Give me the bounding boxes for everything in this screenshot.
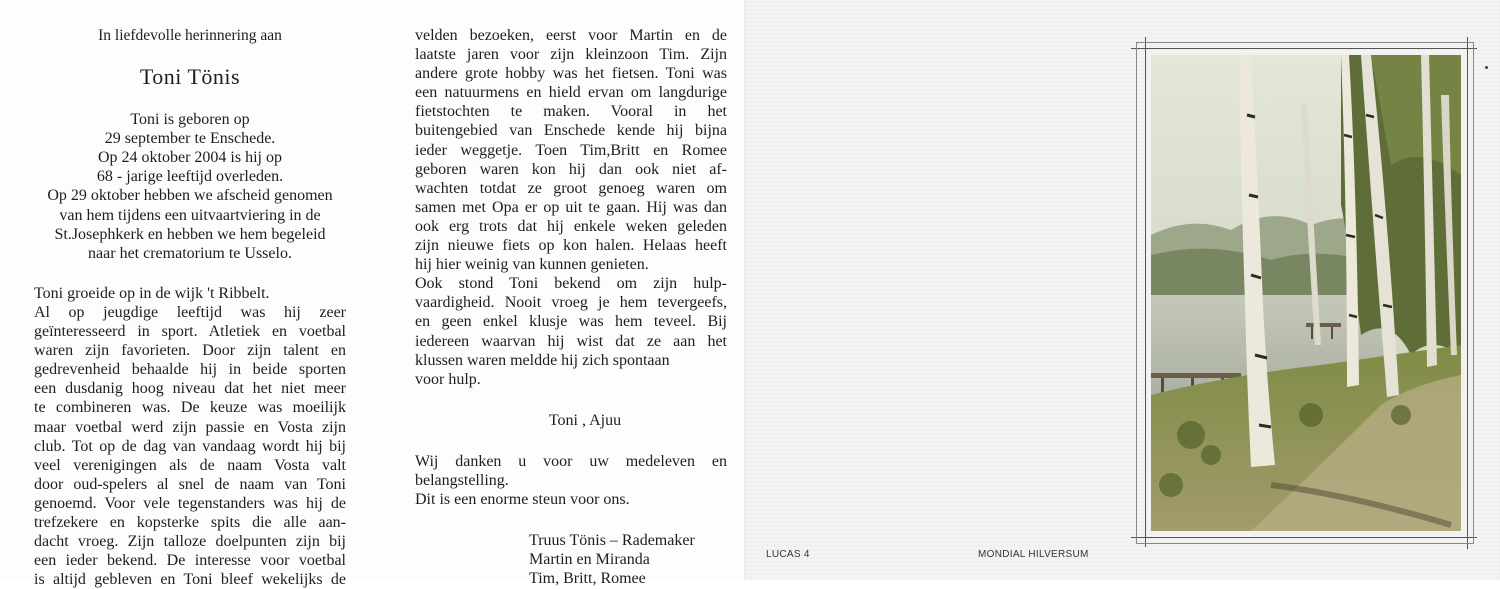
column1-lines-line: genoemd. Voor vele tegenstanders was hij de — [34, 494, 346, 512]
column1-lines-line: Toni groeide op in de wijk 't Ribbelt. — [34, 284, 270, 302]
column2-lines-line: klussen waren meldde hij zich spontaan — [415, 351, 670, 369]
column2-lines-line: en geen enkel klusje was hem teveel. Bij — [415, 313, 727, 331]
intro-lines-line: Op 24 oktober 2004 is hij op — [98, 149, 282, 167]
column2-lines-line: Ook stond Toni bekend om zijn hulp- — [415, 275, 727, 293]
inner-text-panel — [0, 0, 745, 589]
column2-lines-line: wachten totdat ze groot genoeg waren om — [415, 179, 727, 197]
intro-block — [34, 110, 346, 263]
column2-lines-line: zijn nieuwe fiets op kon halen. Helaas heeft — [415, 237, 727, 255]
intro-lines-line: Op 29 oktober hebben we afscheid genomen — [47, 187, 333, 205]
column2-lines-line: voor hulp. — [415, 370, 481, 388]
biography-part-2 — [415, 26, 727, 389]
column2-lines-line: geboren waren kon hij dan ook niet af- — [415, 160, 727, 178]
birch-trees-by-lake-photo — [1151, 55, 1461, 531]
thanks-lines-line: Wij danken u voor uw medeleven en — [415, 452, 727, 470]
family-lines-line: Truus Tönis – Rademaker — [529, 532, 695, 550]
text-column-2 — [415, 26, 727, 588]
column1-lines-line: waren zijn favorieten. Door zijn talent en — [34, 342, 346, 360]
column1-lines-line: trefzekere en kopsterke spits die alle aan- — [34, 513, 346, 531]
thanks-lines-line: belangstelling. — [415, 471, 509, 489]
corner-mark — [1485, 66, 1488, 69]
column1-lines-line: is altijd gebleven en Toni bleef wekelijks de — [34, 571, 346, 589]
column2-lines-line: ook erg trots dat hij enkele weken geleden — [415, 217, 727, 235]
column1-lines-line: veel verenigingen als de naam Vosta valt — [34, 456, 346, 474]
column1-lines-line: dacht vroeg. Zijn talloze doelpunten zijn bij — [34, 533, 346, 551]
column2-lines-line: hij hier weinig van kunnen genieten. — [415, 256, 649, 274]
column2-lines-line: samen met Opa er op uit te gaan. Hij was dan — [415, 198, 727, 216]
family-lines-line: Tim, Britt, Romee — [529, 570, 646, 588]
column2-lines-line: ieder weggetje. Toen Tim,Britt en Romee — [415, 141, 727, 159]
column1-lines-line: door oud-spelers al snel de naam van Toni — [34, 475, 346, 493]
column1-lines-line: club. Tot op de dag van vandaag wordt hij bij — [34, 437, 346, 455]
column2-lines-line: velden bezoeken, eerst voor Martin en de — [415, 27, 727, 44]
card-model-label: LUCAS 4 — [766, 549, 810, 560]
thanks-block — [415, 452, 727, 509]
intro-lines-line: 68 - jarige leeftijd overleden. — [96, 168, 284, 186]
publisher-label: MONDIAL HILVERSUM — [978, 549, 1089, 560]
column1-lines-line: te combineren was. De keuze was moeilijk — [34, 399, 346, 417]
thanks-lines-line: Dit is een enorme steun voor ons. — [415, 491, 630, 509]
biography-part-1 — [34, 284, 346, 589]
deceased-name: Toni Tönis — [139, 64, 241, 90]
intro-lines-line: 29 september te Enschede. — [104, 130, 276, 148]
column2-lines-line: andere grote hobby was het fietsen. Toni was — [415, 65, 727, 83]
memorial-heading: In liefdevolle herinnering aan — [98, 27, 282, 44]
column1-lines-line: een ieder bekend. De interesse voor voetbal — [34, 552, 346, 570]
family-lines-line: Martin en Miranda — [529, 551, 650, 569]
column2-lines-line: vaardigheid. Nooit vroeg je hem tevergeefs, — [415, 294, 727, 312]
column2-lines-line: buitengebied van Enschede kende hij bijna — [415, 122, 727, 140]
column1-lines-line: geïnteresseerd in sport. Atletiek en voetbal — [34, 323, 346, 341]
intro-lines-line: Toni is geboren op — [130, 111, 250, 129]
column1-lines-line: Al op jeugdige leeftijd was hij zeer — [34, 303, 346, 321]
column1-lines-line: maar voetbal werd zijn passie en Vosta zijn — [34, 418, 346, 436]
column2-lines-line: laatste jaren voor zijn kleinzoon Tim. Zijn — [415, 46, 727, 64]
column2-lines-line: fietstochten te maken. Vooral in het — [415, 103, 727, 121]
intro-lines-line: naar het crematorium te Usselo. — [88, 244, 292, 262]
text-column-1 — [34, 26, 346, 589]
column2-lines-line: iedereen waarvan hij wist dat ze aan het — [415, 332, 727, 350]
column1-lines-line: gedrevenheid behaalde hij in beide sporten — [34, 361, 346, 379]
intro-lines-line: St.Josephkerk en hebben we hem begeleid — [54, 225, 326, 243]
column1-lines-line: een dusdanig hoog niveau dat het niet meer — [34, 380, 346, 398]
signoff: Toni , Ajuu — [548, 411, 622, 429]
column2-lines-line: een natuurmens en hield ervan om langdurige — [415, 84, 727, 102]
intro-lines-line: van hem tijdens een uitvaartviering in de — [59, 206, 321, 224]
